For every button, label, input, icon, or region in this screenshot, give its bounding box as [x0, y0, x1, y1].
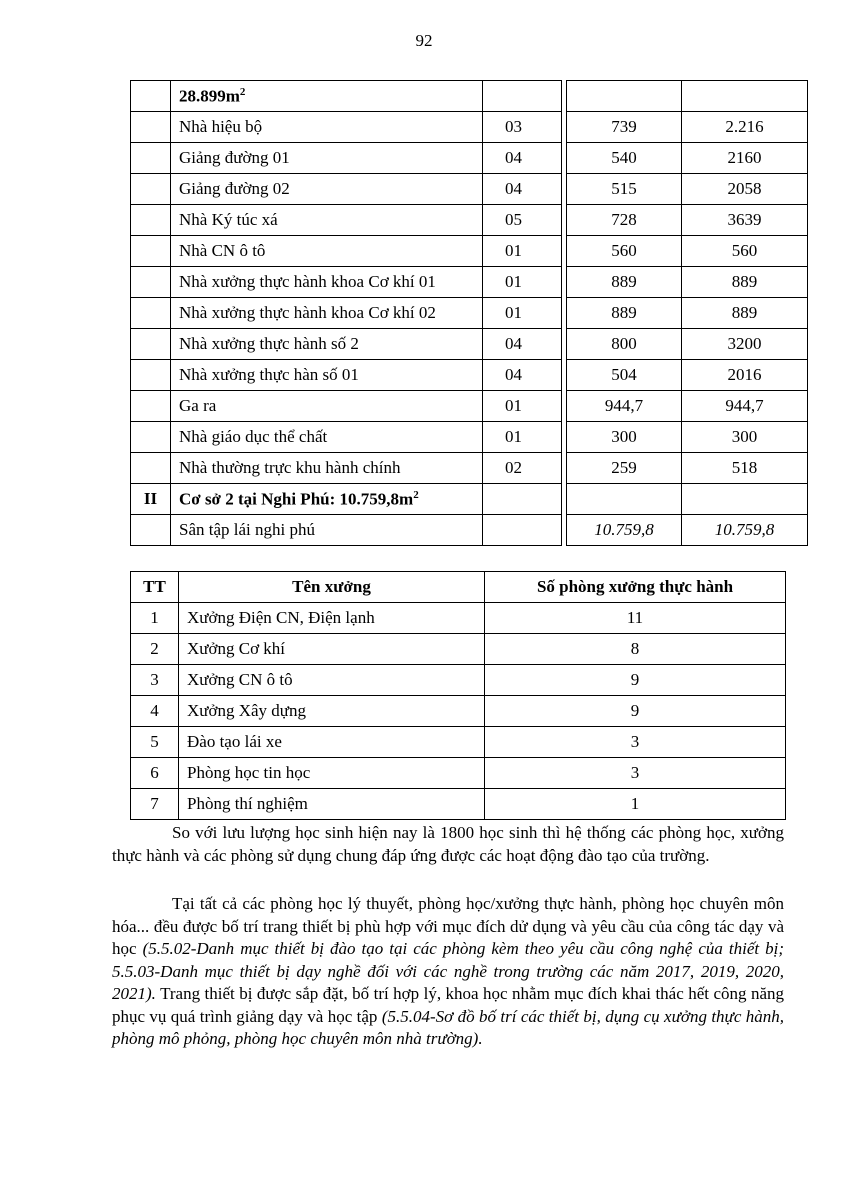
table-row — [131, 789, 786, 820]
facility-name-text: Nhà giáo dục thể chất — [179, 427, 328, 446]
total-area-cell: 944,7 — [682, 391, 808, 422]
unit-superscript: 2 — [239, 85, 246, 98]
area-cell: 515 — [567, 174, 682, 205]
quantity-cell: 02 — [483, 453, 562, 484]
facility-name-text: Nhà xưởng thực hành số 2 — [179, 334, 359, 353]
facility-name — [171, 329, 483, 360]
row-index — [131, 112, 171, 143]
quantity-cell: 04 — [483, 360, 562, 391]
table-row — [131, 143, 808, 174]
quantity-cell: 01 — [483, 391, 562, 422]
workshop-name: Phòng thí nghiệm — [179, 789, 485, 820]
table-row — [131, 391, 808, 422]
workshop-name: Xưởng Xây dựng — [179, 696, 485, 727]
row-index — [131, 267, 171, 298]
facility-name — [171, 453, 483, 484]
facility-name — [171, 515, 483, 546]
row-index — [131, 329, 171, 360]
quantity-cell: 01 — [483, 267, 562, 298]
facility-name — [171, 298, 483, 329]
table-row — [131, 174, 808, 205]
workshop-name: Xưởng Cơ khí — [179, 634, 485, 665]
area-cell: 10.759,8 — [567, 515, 682, 546]
facility-name — [171, 267, 483, 298]
paragraph-capacity — [112, 822, 784, 867]
total-area-cell: 518 — [682, 453, 808, 484]
table-row — [131, 515, 808, 546]
area-cell: 540 — [567, 143, 682, 174]
facility-name — [171, 236, 483, 267]
facility-name-text: Nhà xưởng thực hàn số 01 — [179, 365, 359, 384]
facility-name-text: Nhà hiệu bộ — [179, 117, 263, 136]
quantity-cell: 04 — [483, 143, 562, 174]
facility-name — [171, 205, 483, 236]
row-index: 4 — [131, 696, 179, 727]
room-count: 8 — [485, 634, 786, 665]
row-index — [131, 515, 171, 546]
page-number: 92 — [415, 31, 433, 50]
facility-name — [171, 174, 483, 205]
facility-name-text: Nhà Ký túc xá — [179, 210, 278, 229]
facility-name-text: Giảng đường 01 — [179, 148, 290, 167]
quantity-cell — [483, 484, 562, 515]
room-count: 3 — [485, 758, 786, 789]
table-row — [131, 360, 808, 391]
total-area-cell: 889 — [682, 298, 808, 329]
table-row — [131, 603, 786, 634]
workshop-name: Xưởng Điện CN, Điện lạnh — [179, 603, 485, 634]
room-count: 11 — [485, 603, 786, 634]
paragraph-equipment-text-2: Trang thiết bị được sắp đặt, bố trí hợp lý, khoa học nhằm mục đích khai thác hết công năng phục vụ quá trình giảng dạy và học tập — [112, 984, 784, 1026]
table-header-row — [131, 572, 786, 603]
workshop-table — [130, 571, 786, 820]
table-row — [131, 484, 808, 515]
quantity-cell: 04 — [483, 329, 562, 360]
quantity-cell — [483, 515, 562, 546]
row-index — [131, 205, 171, 236]
row-index — [131, 143, 171, 174]
facility-name — [171, 112, 483, 143]
paragraph-equipment-ref-2: (5.5.04-Sơ đồ bố trí các thiết bị, dụng cụ xưởng thực hành, phòng mô phỏng, phòng học chuyên môn nhà trường). — [112, 1006, 785, 1048]
facility-name-text: Nhà xưởng thực hành khoa Cơ khí 02 — [179, 303, 436, 322]
row-index: II — [131, 484, 171, 515]
quantity-cell: 04 — [483, 174, 562, 205]
row-index: 6 — [131, 758, 179, 789]
total-area-cell: 300 — [682, 422, 808, 453]
facility-name — [171, 391, 483, 422]
facility-name — [171, 360, 483, 391]
area-cell: 800 — [567, 329, 682, 360]
quantity-cell: 01 — [483, 422, 562, 453]
area-cell: 504 — [567, 360, 682, 391]
facility-name — [171, 81, 483, 112]
paragraph-equipment-text-1: Tại tất cả các phòng học lý thuyết, phòng học/xưởng thực hành, phòng học chuyên môn hóa... đều được bố trí trang thiết bị phù hợp với mục đích dử dụng và yêu cầu của công tác dạy và học — [112, 894, 784, 958]
row-index: 5 — [131, 727, 179, 758]
facility-name — [171, 143, 483, 174]
quantity-cell: 01 — [483, 236, 562, 267]
paragraph-equipment — [112, 893, 784, 1051]
total-area-cell — [682, 484, 808, 515]
total-area-cell: 560 — [682, 236, 808, 267]
table-row — [131, 665, 786, 696]
table-row — [131, 298, 808, 329]
facility-name-text: Cơ sở 2 tại Nghi Phú: 10.759,8m — [179, 489, 414, 509]
area-cell: 739 — [567, 112, 682, 143]
row-index — [131, 236, 171, 267]
table-row — [131, 696, 786, 727]
table-row — [131, 758, 786, 789]
total-area-cell: 3639 — [682, 205, 808, 236]
total-area-cell: 2160 — [682, 143, 808, 174]
total-area-cell: 10.759,8 — [682, 515, 808, 546]
facility-name-text: Nhà CN ô tô — [179, 241, 266, 260]
area-cell — [567, 81, 682, 112]
table-row — [131, 81, 808, 112]
quantity-cell: 03 — [483, 112, 562, 143]
row-index — [131, 360, 171, 391]
area-cell: 560 — [567, 236, 682, 267]
facility-name-text: Giảng đường 02 — [179, 179, 290, 198]
quantity-cell: 01 — [483, 298, 562, 329]
facility-name-text: Ga ra — [179, 396, 217, 415]
facility-name-text: Nhà thường trực khu hành chính — [179, 458, 401, 477]
row-index — [131, 81, 171, 112]
table-row — [131, 112, 808, 143]
workshop-name: Xưởng CN ô tô — [179, 665, 485, 696]
area-cell — [567, 484, 682, 515]
row-index — [131, 453, 171, 484]
workshop-name: Phòng học tin học — [179, 758, 485, 789]
unit-superscript: 2 — [413, 488, 419, 501]
row-index — [131, 298, 171, 329]
room-count: 9 — [485, 696, 786, 727]
row-index: 7 — [131, 789, 179, 820]
paragraph-equipment-ref-1: (5.5.02-Danh mục thiết bị đào tạo tại các phòng kèm theo yêu cầu công nghệ của thiết bị; 5.5.03-Danh mục thiết bị dạy nghề đối với các nghề trong trường các năm 2017, 2019, 2020, 2021). — [112, 939, 785, 1003]
row-index: 1 — [131, 603, 179, 634]
quantity-cell: 05 — [483, 205, 562, 236]
row-index — [131, 174, 171, 205]
table-row — [131, 267, 808, 298]
facility-name — [171, 422, 483, 453]
row-index — [131, 391, 171, 422]
header-tt: TT — [131, 572, 179, 603]
table-row — [131, 727, 786, 758]
workshop-name: Đào tạo lái xe — [179, 727, 485, 758]
total-area-cell: 2016 — [682, 360, 808, 391]
table-row — [131, 205, 808, 236]
table-row — [131, 236, 808, 267]
total-area-cell: 2.216 — [682, 112, 808, 143]
facility-name-text: 28.899m — [179, 86, 240, 106]
paragraph-capacity-text: So với lưu lượng học sinh hiện nay là 1800 học sinh thì hệ thống các phòng học, xưởng thực hành và các phòng sử dụng chung đáp ứng được các hoạt động đào tạo của trường. — [112, 823, 784, 865]
area-cell: 728 — [567, 205, 682, 236]
facilities-table — [130, 80, 808, 546]
area-cell: 889 — [567, 267, 682, 298]
area-cell: 889 — [567, 298, 682, 329]
room-count: 9 — [485, 665, 786, 696]
row-index: 3 — [131, 665, 179, 696]
total-area-cell: 2058 — [682, 174, 808, 205]
table-row — [131, 634, 786, 665]
area-cell: 300 — [567, 422, 682, 453]
facility-name-text: Nhà xưởng thực hành khoa Cơ khí 01 — [179, 272, 436, 291]
header-room-count: Số phòng xưởng thực hành — [485, 572, 786, 603]
table-row — [131, 329, 808, 360]
total-area-cell — [682, 81, 808, 112]
facility-name — [171, 484, 483, 515]
room-count: 1 — [485, 789, 786, 820]
room-count: 3 — [485, 727, 786, 758]
facility-name-text: Sân tập lái nghi phú — [179, 520, 315, 539]
area-cell: 944,7 — [567, 391, 682, 422]
area-cell: 259 — [567, 453, 682, 484]
row-index: 2 — [131, 634, 179, 665]
row-index — [131, 422, 171, 453]
header-workshop-name: Tên xưởng — [179, 572, 485, 603]
table-row — [131, 422, 808, 453]
total-area-cell: 3200 — [682, 329, 808, 360]
quantity-cell — [483, 81, 562, 112]
table-row — [131, 453, 808, 484]
total-area-cell: 889 — [682, 267, 808, 298]
